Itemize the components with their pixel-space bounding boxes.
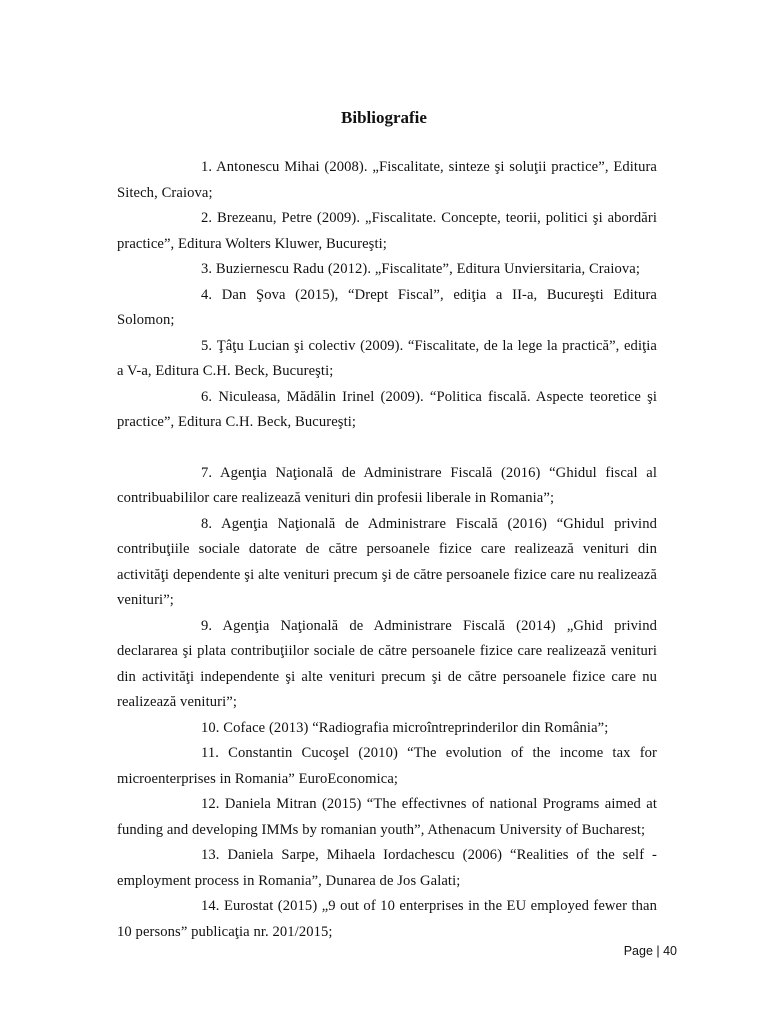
bibliography-entry xyxy=(117,155,657,206)
entry-text: Eurostat (2015) „9 out of 10 enterprises in the EU employed fewer than 10 persons” publicaţia nr. 201/2015; xyxy=(117,898,658,940)
bibliography-entry xyxy=(117,792,657,843)
bibliography-entry xyxy=(117,206,657,257)
bibliography-entry xyxy=(117,843,657,894)
entry-text: Dan Şova (2015), “Drept Fiscal”, ediţia a II-a, Bucureşti Editura Solomon; xyxy=(117,286,657,328)
entry-number: 11. xyxy=(201,745,220,761)
entry-text: Constantin Cucoşel (2010) “The evolution of the income tax for microenterprises in Romania” EuroEconomica; xyxy=(117,745,658,787)
entry-number: 13. xyxy=(201,847,220,863)
bibliography-entry xyxy=(117,716,657,742)
entry-number: 7. xyxy=(201,464,213,481)
entry-number: 14. xyxy=(201,898,220,914)
entry-text: Niculeasa, Mădălin Irinel (2009). “Politica fiscală. Aspecte teoretice şi practice”, Editura C.H. Beck, Bucureşti; xyxy=(117,388,658,430)
bibliography-entry xyxy=(117,334,657,385)
entry-text: Daniela Sarpe, Mihaela Iordachescu (2006) “Realities of the self - employment process in Romania”, Dunarea de Jos Galati; xyxy=(117,847,657,889)
bibliography-entry xyxy=(117,257,657,283)
bibliography-entry xyxy=(117,461,657,512)
entry-text: Agenţia Naţională de Administrare Fiscală (2016) “Ghidul fiscal al contribuabililor care realizează venituri din profesii liberale in Romania”; xyxy=(117,464,657,506)
entry-text: Coface (2013) “Radiografia microîntreprinderilor din România”; xyxy=(223,719,609,736)
page-title: Bibliografie xyxy=(341,108,427,127)
entry-text: Buziernescu Radu (2012). „Fiscalitate”, Editura Unviersitaria, Craiova; xyxy=(215,261,641,277)
entry-number: 6. xyxy=(201,388,213,405)
entry-number: 12. xyxy=(201,796,220,812)
entry-number: 8. xyxy=(201,515,213,532)
bibliography-entry xyxy=(117,741,657,792)
entry-number: 10. xyxy=(201,719,220,736)
entry-text: Daniela Mitran (2015) “The effectivnes of national Programs aimed at funding and developing IMMs by romanian youth”, Athenacum University of Bucharest; xyxy=(117,796,657,838)
entry-text: Brezeanu, Petre (2009). „Fiscalitate. Concepte, teorii, politici şi abordări practice”, Editura Wolters Kluwer, Bucureşti; xyxy=(117,210,658,252)
bibliography-entry xyxy=(117,894,657,945)
entry-number: 2. xyxy=(201,210,213,226)
entry-text: Agenţia Naţională de Administrare Fiscală (2014) „Ghid privind declararea şi plata contribuţiilor sociale de către persoanele fizice care realizează venituri din activităţi independente şi alte venituri precum şi de către persoanele fizice care nu realizează venituri”; xyxy=(117,617,657,710)
entry-number: 4. xyxy=(201,286,213,303)
bibliography-list xyxy=(117,155,657,945)
bibliography-entry xyxy=(117,283,657,334)
section-spacer xyxy=(117,436,657,461)
bibliography-entry xyxy=(117,385,657,436)
entry-number: 3. xyxy=(201,261,213,277)
bibliography-entry xyxy=(117,614,657,716)
entry-text: Antonescu Mihai (2008). „Fiscalitate, sinteze şi soluţii practice”, Editura Sitech, Craiova; xyxy=(117,159,657,201)
entry-text: Agenţia Naţională de Administrare Fiscală (2016) “Ghidul privind contribuţiile sociale datorate de către persoanele fizice care realizează venituri din activităţi dependente şi alte venituri precum şi de către persoanele fizice care nu realizează venituri”; xyxy=(117,515,657,608)
entry-number: 1. xyxy=(201,159,213,175)
bibliography-entry xyxy=(117,512,657,614)
entry-number: 5. xyxy=(201,337,213,354)
entry-number: 9. xyxy=(201,617,213,634)
entry-text: Ţâţu Lucian şi colectiv (2009). “Fiscalitate, de la lege la practică”, ediţia a V-a, Editura C.H. Beck, Bucureşti; xyxy=(117,337,657,379)
page-number: Page | 40 xyxy=(623,944,677,958)
